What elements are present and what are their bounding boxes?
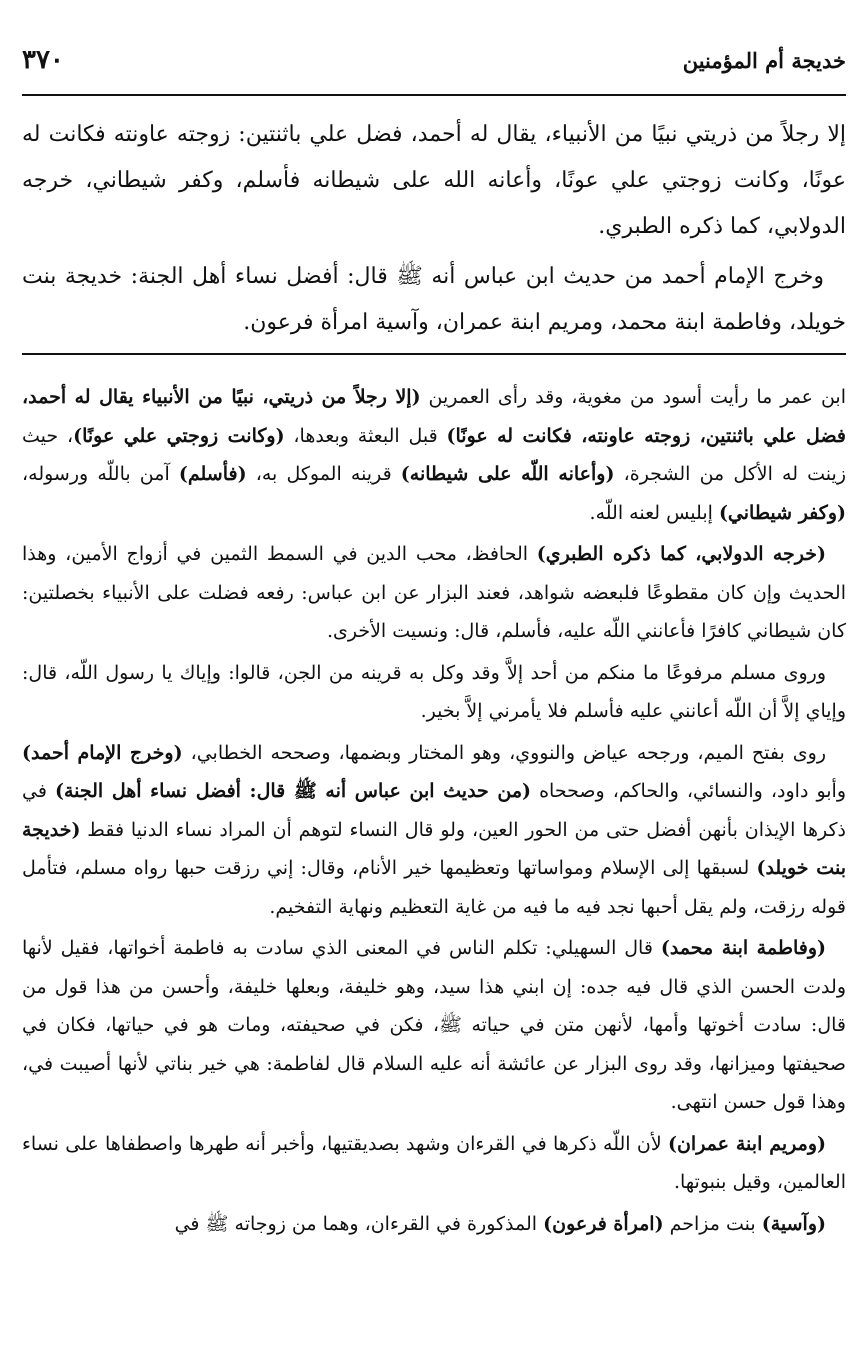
page-number: ٣٧٠: [22, 45, 64, 75]
running-title: خديجة أم المؤمنين: [682, 47, 846, 73]
main-paragraph-1: إلا رجلاً من ذريتي نبيًا من الأنبياء، يقال له أحمد، فضل علي باثنتين: زوجته عاونته فكانت له عونًا، وكانت زوجتي علي عونًا، وأعانه الله على شيطانه فأسلم، وكفر شيطاني، خرجه الدولابي، كما ذكره الطبري.: [22, 122, 846, 239]
commentary-text-run: قال السهيلي: تكلم الناس في المعنى الذي سادت به فاطمة أخواتها، فقيل لأنها ولدت الحسن الذي قال فيه جده: إن ابني هذا سيد، وهو خليفة، وبعلها خليفة، وأحسن من هذا قول من قال: سادت أخوتها وأمها، لأنهن متن في حياته ﷺ، فكن في صحيفته، ومات هو في حياتها، فكان في صحيفتها وميزانها، وقد روى البزار عن عائشة أنه عليه السلام قال لفاطمة: هي خير بناتي لأنها أصيبت في، وهذا قول حسن انتهى.: [22, 937, 846, 1113]
commentary-text-run: وروى مسلم مرفوعًا ما منكم من أحد إلاَّ وقد وكل به قرينه من الجن، قالوا: وإياك يا رسول اللّه، قال: وإياي إلاَّ أن اللّه أعانني عليه فأسلم فلا يأمرني إلاَّ بخير.: [22, 661, 846, 722]
commentary-text-run: آمن باللّه ورسوله،: [22, 463, 179, 485]
quoted-text: (وأعانه اللّه على شيطانه): [400, 463, 615, 485]
commentary-text-run: إبليس لعنه اللّه.: [589, 501, 719, 524]
quoted-text: (امرأة فرعون): [543, 1212, 664, 1235]
main-text: [22, 112, 846, 346]
commentary-paragraph: [22, 535, 846, 651]
commentary-text-run: ابن عمر ما رأيت أسود من مغوية، وقد رأى العمرين: [420, 386, 846, 408]
commentary-text-run: المذكورة في القرءان، وهما من زوجاته ﷺ في: [174, 1212, 544, 1235]
quoted-text: (وكفر شيطاني): [718, 501, 846, 524]
quoted-text: (خرجه الدولابي، كما ذكره الطبري): [536, 543, 826, 565]
commentary-paragraph: [22, 1125, 846, 1202]
quoted-text: (ومريم ابنة عمران): [667, 1132, 826, 1155]
main-paragraph-2: وخرج الإمام أحمد من حديث ابن عباس أنه ﷺ قال: أفضل نساء أهل الجنة: خديجة بنت خويلد، وفاطمة ابنة محمد، ومريم ابنة عمران، وآسية امرأة فرعون.: [22, 264, 846, 335]
commentary-text-run: لسبقها إلى الإسلام ومواساتها وتعظيمها خير الأنام، وقال: إني رزقت حبها رواه مسلم، فتأمل قوله رزقت، ولم يقل أحبها نجد فيه ما فيه من غاية التعظيم ونهاية التفخيم.: [22, 857, 846, 918]
commentary-paragraph: [22, 1205, 846, 1244]
commentary-paragraph: [22, 734, 846, 927]
commentary-paragraph: [22, 654, 846, 731]
header-rule: [22, 94, 846, 96]
quoted-text: (من حديث ابن عباس أنه ﷺ قال: أفضل نساء أهل الجنة): [54, 780, 532, 802]
commentary-paragraph: [22, 929, 846, 1122]
quoted-text: (فأسلم): [178, 463, 247, 485]
quoted-text: (وخرج الإمام أحمد): [22, 741, 183, 764]
quoted-text: (وآسية): [761, 1212, 826, 1235]
commentary-text-run: في ذكرها الإيذان بأنهن أفضل حتى من الحور العين، ولو قال النساء لتوهم أن المراد نساء الدنيا فقط: [22, 780, 846, 841]
quoted-text: (إلا رجلاً من ذريتي، نبيًا من الأنبياء يقال له أحمد، فضل علي باثنتين، زوجته عاونته، فكانت له عونًا): [22, 386, 846, 447]
quoted-text: (وكانت زوجتي علي عونًا): [73, 424, 285, 447]
commentary-text-run: وأبو داود، والنسائي، والحاكم، وصححاه: [531, 780, 846, 802]
commentary-text-run: روى بفتح الميم، ورجحه عياض والنووي، وهو المختار وبضمها، وصححه الخطابي،: [182, 741, 826, 764]
page-header: [22, 38, 846, 82]
commentary-text-run: ، حيث زينت له الأكل من الشجرة،: [22, 424, 847, 485]
commentary-text-run: قبل البعثة وبعدها،: [284, 424, 447, 447]
commentary-text-run: قرينه الموكل به،: [246, 463, 401, 485]
commentary-text: [22, 378, 846, 1243]
commentary-text-run: الحافظ، محب الدين في السمط الثمين في أزواج الأمين، وهذا الحديث وإن كان مقطوعًا فلبعضه شواهد، فعند البزار عن ابن عباس: رفعه فضلت على الأنبياء بخصلتين: كان شيطاني كافرًا فأعانني اللّه عليه، فأسلم، قال: ونسيت الأخرى.: [22, 543, 846, 642]
quoted-text: (وفاطمة ابنة محمد): [660, 937, 826, 959]
commentary-text-run: بنت مزاحم: [663, 1212, 762, 1235]
commentary-paragraph: [22, 378, 846, 532]
quoted-text: (خديجة بنت خويلد): [22, 818, 846, 879]
section-divider: [22, 353, 846, 355]
commentary-text-run: لأن اللّه ذكرها في القرءان وشهد بصديقتيها، وأخبر أنه طهرها واصطفاها على نساء العالمين، وقيل بنبوتها.: [22, 1132, 846, 1193]
